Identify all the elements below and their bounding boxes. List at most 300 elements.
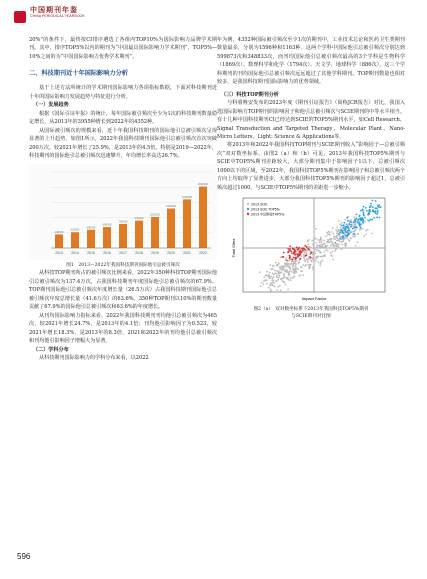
paragraph: 从刊均国际影响力指标来看，2022年我国科技期刊刊均他引总被引频次为465次，较2021年增长24.7%，是2013年的4.1倍；刊均他引影响因子为0.523，较2021年增长18.3%，是2013年的8.3倍，2021和2022年的刊均他引总被引频次和刊均他引影响因子增幅大为显著。 [29,312,217,345]
scie-top-point [362,222,364,224]
scie-point [357,241,359,243]
scie-point [276,265,278,267]
scie-point [291,261,293,263]
cn-top-point [289,255,291,257]
paragraph: 根据《国际引证年报》的统计，每年国际被引频次至少为1次的科技期刊数量稳定增长，从2013年的3955种增长到2022年的4352种。 [29,110,217,126]
scie-top-point [380,206,382,208]
scie-top-point [372,200,374,202]
scie-top-point [334,242,336,244]
scie-point [279,268,281,270]
scie-point [286,271,288,273]
scie-point [274,273,276,275]
scie-top-point [360,210,362,212]
cn-top-point [291,259,293,261]
scie-point [333,233,335,235]
x-tick-label: 2017 [119,251,127,256]
scie-point [293,263,295,265]
scie-point [341,241,343,243]
bar-value-label: 690000 [102,223,112,227]
scie-point [320,239,322,241]
scie-top-point [358,219,360,221]
scie-point [295,260,297,262]
cn-top-point [306,246,308,248]
x-axis-label: Impact Factor [301,296,327,302]
scie-point [292,277,294,279]
scie-point [357,233,359,235]
scie-point [371,233,373,235]
scie-point [331,242,333,244]
scie-point [272,268,274,270]
scie-point [277,279,279,281]
cn-top-point [293,253,295,255]
legend-label: 2013 中国科技TOP5% [251,212,285,217]
scie-point [307,261,309,263]
scie-point [304,250,306,252]
scie-point [325,235,327,237]
scie-top-point [343,233,345,235]
scie-point [336,245,338,247]
scie-point [303,254,305,256]
scie-point [273,282,275,284]
scie-point [273,265,275,267]
scie-point [267,275,269,277]
scie-point [281,278,283,280]
scie-point [323,243,325,245]
scie-point [331,255,333,257]
scie-point [311,261,313,263]
scie-top-point [343,224,345,226]
scie-point [336,231,338,233]
scie-top-point [350,224,352,226]
scie-point [321,244,323,246]
scie-point [270,268,272,270]
scie-point [354,230,356,232]
legend-marker [247,208,249,210]
scie-point [331,231,333,233]
scie-point [278,264,280,266]
scie-point [280,266,282,268]
scie-point [270,276,272,278]
scie-point [302,274,304,276]
scie-point [302,264,304,266]
scie-point [365,230,367,232]
scie-point [294,269,296,271]
scie-point [333,236,335,238]
cn-top-point [289,250,291,252]
header-title: 中国期刊年鉴 [30,5,78,14]
figure-2-scatter-plot [229,196,405,304]
legend-label: 2013 SCIE [251,202,268,207]
legend-label: 2013 SCIE TOP5% [251,207,280,212]
scie-point [284,270,286,272]
cn-top-point [304,249,306,251]
scie-point [327,245,329,247]
scie-top-point [347,230,349,232]
scie-top-point [350,226,352,228]
yearbook-logo-icon [14,11,26,23]
scie-top-point [346,217,348,219]
scie-point [289,265,291,267]
scie-point [288,279,290,281]
bar-value-label: 448000 [54,231,64,235]
bar-2022 [199,187,207,248]
scie-point [350,237,352,239]
scie-point [327,250,329,252]
scie-point [344,237,346,239]
scie-point [320,252,322,254]
scie-top-point [355,214,357,216]
scie-point [307,264,309,266]
scie-point [274,286,276,288]
x-tick-label: 2013 [55,251,63,256]
scie-point [295,264,297,266]
scie-point [341,244,343,246]
scie-top-point [342,228,344,230]
scie-point [278,271,280,273]
cn-top-point [289,245,291,247]
section-heading: 二、科技期刊近十年国际影响力分析 [29,70,128,78]
scie-top-point [370,219,372,221]
scie-point [282,280,284,282]
scie-top-point [350,221,352,223]
scie-point [323,240,325,242]
scie-point [338,229,340,231]
cn-top-point [283,256,285,258]
scie-point [279,275,281,277]
scie-point [336,229,338,231]
scie-point [322,260,324,262]
scie-top-point [344,230,346,232]
x-tick-label: 2015 [87,251,95,256]
scie-point [279,285,281,287]
scie-point [286,264,288,266]
cn-top-point [293,257,295,259]
scie-top-point [375,212,377,214]
scie-point [271,284,273,286]
bar-chart-svg [29,164,217,260]
scie-point [259,271,261,273]
scie-point [325,250,327,252]
scie-point [367,229,369,231]
scie-point [324,255,326,257]
scie-point [269,285,271,287]
scie-top-point [339,238,341,240]
bar-value-label: 790000 [118,220,128,224]
x-tick-label: 2014 [71,251,79,256]
scie-point [301,267,303,269]
subsection-heading: （二）学科分布 [33,346,69,353]
scie-point [266,279,268,281]
cn-top-point [305,255,307,257]
scie-top-point [346,227,348,229]
scie-point [334,250,336,252]
scie-point [270,282,272,284]
scie-point [330,245,332,247]
scie-point [363,235,365,237]
scie-top-point [359,224,361,226]
scie-top-point [358,222,360,224]
scie-point [276,270,278,272]
scie-point [320,263,322,265]
cn-top-point [287,248,289,250]
left-column [29,36,217,362]
scie-point [319,241,321,243]
scie-top-point [360,218,362,220]
scie-point [306,252,308,254]
scie-point [290,277,292,279]
scie-point [270,290,272,292]
bar-value-label: 2020000 [197,183,209,187]
scie-point [325,247,327,249]
paragraph: 基于上述方法所统计的学术期刊国际影响力各项指标数据，下面对科技期刊近十年的国际影响力发展趋势与特征进行分析。 [29,85,217,100]
scie-top-point [353,233,355,235]
cn-top-point [296,258,298,260]
scie-point [278,277,280,279]
scie-point [287,289,289,291]
legend-marker [247,203,249,205]
scie-point [327,240,329,242]
scie-point [308,266,310,268]
scie-point [332,243,334,245]
scie-top-point [379,217,381,219]
scie-top-point [350,231,352,233]
scie-point [298,261,300,263]
scie-top-point [355,221,357,223]
scie-point [319,265,321,267]
scie-point [285,284,287,286]
scie-point [355,223,357,225]
cn-top-point [300,258,302,260]
bar-2015 [87,230,95,248]
cn-top-point [287,252,289,254]
scie-point [320,237,322,239]
scie-point [307,244,309,246]
scie-point [294,276,296,278]
scie-point [304,252,306,254]
scie-point [332,251,334,253]
scie-point [343,239,345,241]
scie-point [314,251,316,253]
scie-point [275,262,277,264]
scie-top-point [339,232,341,234]
scie-point [335,236,337,238]
x-tick-label: 2021 [183,251,191,256]
scie-point [313,259,315,261]
scie-top-point [349,223,351,225]
cn-top-point [286,260,288,262]
cn-top-point [296,247,298,249]
scie-point [325,244,327,246]
scie-point [295,266,297,268]
cn-top-point [304,245,306,247]
cn-top-point [293,248,295,250]
figure-caption: 与SCIE期刊对比图 [291,314,331,320]
scie-top-point [373,217,375,219]
scie-top-point [356,227,358,229]
cn-top-point [309,256,311,258]
scie-point [305,261,307,263]
bar-value-label: 1300000 [165,205,177,209]
scie-point [266,283,268,285]
scie-top-point [375,207,377,209]
scie-top-point [342,236,344,238]
scie-point [315,242,317,244]
scie-point [283,273,285,275]
scie-top-point [376,217,378,219]
scie-point [269,277,271,279]
cn-top-point [296,249,298,251]
cn-top-point [289,258,291,260]
y-axis-label: Total Cites [231,238,236,258]
scie-top-point [377,205,379,207]
scie-point [280,290,282,292]
scie-point [273,280,275,282]
figure-1-bar-chart [29,164,217,260]
scie-top-point [362,219,364,221]
scie-point [352,223,354,225]
scie-point [316,244,318,246]
bar-2014 [71,233,79,249]
cn-top-point [298,247,300,249]
scie-point [338,220,340,222]
scie-top-point [363,215,365,217]
scie-point [355,245,357,247]
scie-point [305,264,307,266]
scie-point [333,238,335,240]
paragraph: 从科技TOP期刊所占的被引频次比例来看，2022年350种科技TOP期刊国际他引总被引频次为137.4万次，占我国科技期刊年度国际他引总被引频次的67.9%。TOP期刊国际他引总被引频次年度增长量（26.5万次）占我国科技期刊国际他引总被引频次年度总增长量（41.6万次）的63.6%。350种TOP期刊以10%的期刊数量贡献了67.9%的国际他引总被引频次和63.6%的年度增长。 [29,270,217,311]
cn-top-point [302,248,304,250]
cn-top-point [307,248,309,250]
cn-top-point [295,253,297,255]
scie-top-point [344,222,346,224]
bar-value-label: 600000 [86,226,96,230]
scie-top-point [377,210,379,212]
scie-point [290,263,292,265]
cn-top-point [299,251,301,253]
scie-point [272,278,274,280]
scie-top-point [370,203,372,205]
scie-point [308,246,310,248]
scie-point [308,259,310,261]
scie-point [350,219,352,221]
bar-2021 [183,200,191,249]
scie-point [276,277,278,279]
scie-point [332,259,334,261]
scie-point [339,235,341,237]
cn-top-point [291,253,293,255]
scie-point [312,244,314,246]
scie-top-point [366,210,368,212]
cn-top-point [297,255,299,257]
scie-point [339,224,341,226]
scie-point [316,250,318,252]
scatter-chart-svg [229,196,389,304]
scie-top-point [375,200,377,202]
scie-point [282,267,284,269]
scie-point [320,256,322,258]
scie-top-point [360,224,362,226]
scie-point [297,268,299,270]
scie-point [280,257,282,259]
paragraph: 20%”的条件下，最终按CI排序遴选了各组内TOP10%为国际影响力品牌学术期刊。其中，排序TOP5%以内的期刊为“中国最具国际影响力学术期刊”，TOP5%—10%之间的为“中国国际影响力优秀学术期刊”。 [29,37,217,60]
legend-marker [247,213,249,215]
scie-point [272,272,274,274]
cn-top-point [283,252,285,254]
bar-2020 [167,209,175,249]
scie-top-point [357,222,359,224]
scie-point [353,236,355,238]
scie-point [285,257,287,259]
scie-point [312,240,314,242]
bar-2018 [135,221,143,248]
scie-point [315,256,317,258]
scie-top-point [341,225,343,227]
paragraph: 从国际被引频次的规模来看，近十年我国科技期刊的国际他引总被引频次呈现显著的上升趋势，如图1所示，2022年我国科技期刊国际他引总被引频次首次突破200万次，较2021年增长了25.9%，是2013年的4.5倍。特别是2019—2022年，科技期刊的国际他引总被引频次迅速攀升，年均增长率高达26.7%。 [29,127,217,159]
scie-point [284,263,286,265]
scie-top-point [347,220,349,222]
scie-point [336,227,338,229]
scie-point [323,251,325,253]
scie-top-point [378,206,380,208]
scie-point [336,240,338,242]
scie-point [280,271,282,273]
paragraph: 与科睿唯安发布的2023年度《期刊引证报告》（简称JCR报告）对比，我国入选国际影响力TOP期刊的影响因子和他引总被引频次与SCIE期刊的中等水平相当。有十几种中国科技期刊CI已经达到SCIE的TOP5%期刊水平，如Cell Research、Signal Transduction and Targeted Therapy、Molecular Plant、Nano-Micro Letters、Light: Science & Applications等。 [217,100,405,140]
x-tick-label: 2018 [135,251,143,256]
scie-point [365,234,367,236]
scie-point [348,239,350,241]
scie-point [328,231,330,233]
scie-point [277,286,279,288]
scie-point [344,219,346,221]
scie-point [329,238,331,240]
scie-top-point [370,205,372,207]
scie-point [353,216,355,218]
subsection-heading: （三）科技TOP期刊分析 [221,91,279,98]
scie-point [338,244,340,246]
scie-point [274,270,276,272]
scie-top-point [375,211,377,213]
scie-point [313,242,315,244]
scie-point [316,247,318,249]
scie-point [288,260,290,262]
scie-top-point [376,213,378,215]
scie-point [337,245,339,247]
scie-point [312,258,314,260]
scie-point [263,276,265,278]
scie-top-point [371,219,373,221]
scie-point [290,279,292,281]
scie-top-point [338,233,340,235]
bar-2016 [103,227,111,248]
scie-point [322,246,324,248]
header-subtitle: CHINA PERIODICAL YEARBOOK [30,14,85,18]
scie-top-point [347,235,349,237]
cn-top-point [302,250,304,252]
scie-point [275,280,277,282]
scie-top-point [353,221,355,223]
scie-top-point [377,211,379,213]
scie-point [345,243,347,245]
scie-point [293,272,295,274]
scie-top-point [363,206,365,208]
x-tick-label: 2019 [151,251,159,256]
paragraph: 年为例，4352种国际被引频次至少1次的期刊中，工业技术总论和医药卫生类期刊数量最多，分别为1596种和1163种。这两个学科中国际他引总被引频次分别达到599873次和348833次，而刊均国际他引总被引频次最高的3个学科是生物科学（1869次）、数理科学和化学（1794次）、天文学、地球科学（886次），这三个学科期刊的刊均国际他引总被引频次远远超过了其他学科期刊。TOP期刊数量也相对较多，是我国科技期刊国际影响力的优势领域。 [217,37,405,86]
paragraph: 从科技期刊国际影响力的学科分布来看，以2022 [39,354,149,361]
scie-point [330,252,332,254]
scie-point [327,234,329,236]
scie-top-point [347,227,349,229]
scie-point [341,222,343,224]
